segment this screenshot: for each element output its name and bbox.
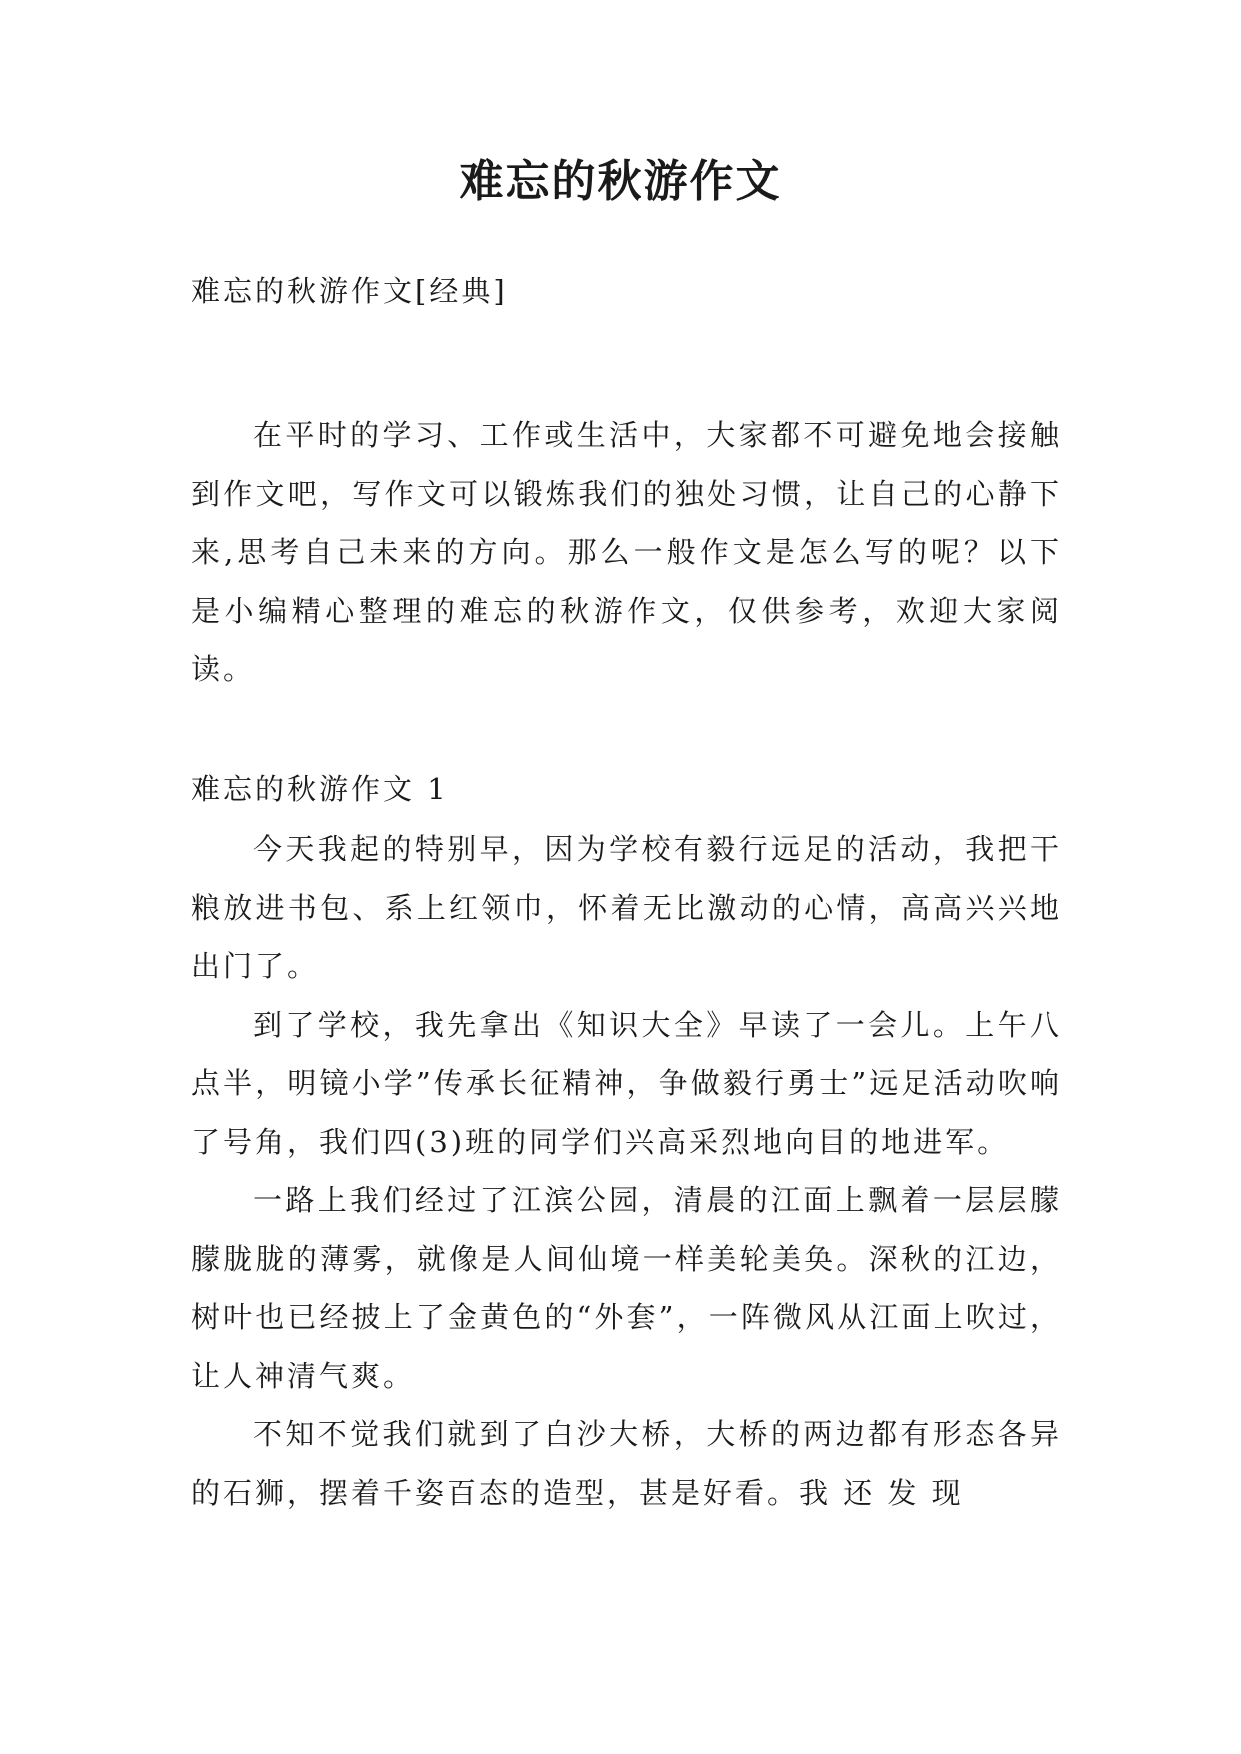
essay-paragraph-3: 一路上我们经过了江滨公园，清晨的江面上飘着一层层朦朦胧胧的薄雾，就像是人间仙境一样美轮美奂。深秋的江边，树叶也已经披上了金黄色的“外套”，一阵微风从江面上吹过，让人神清气爽。 [191,1183,1062,1393]
essay-paragraph-2: 到了学校，我先拿出《知识大全》早读了一会儿。上午八点半，明镜小学”传承长征精神，争做毅行勇士”远足活动吹响了号角，我们四(3)班的同学们兴高采烈地向目的地进军。 [191,1007,1062,1159]
essay-paragraph-4: 不知不觉我们就到了白沙大桥，大桥的两边都有形态各异的石狮，摆着千姿百态的造型，甚是好看。我 还 发 现 [191,1417,1062,1510]
section-heading: 难忘的秋游作文 1 [191,772,449,806]
document-title: 难忘的秋游作文 [459,156,782,207]
essay-paragraph-1: 今天我起的特别早，因为学校有毅行远足的活动，我把干粮放进书包、系上红领巾，怀着无比激动的心情，高高兴兴地出门了。 [191,832,1062,983]
essay-body [191,820,1062,1522]
intro-paragraph: 在平时的学习、工作或生活中，大家都不可避免地会接触到作文吧，写作文可以锻炼我们的独处习惯，让自己的心静下来,思考自己未来的方向。那么一般作文是怎么写的呢？以下是小编精心整理的难忘的秋游作文，仅供参考，欢迎大家阅读。 [191,418,1062,686]
document-subtitle: 难忘的秋游作文[经典] [191,274,508,308]
